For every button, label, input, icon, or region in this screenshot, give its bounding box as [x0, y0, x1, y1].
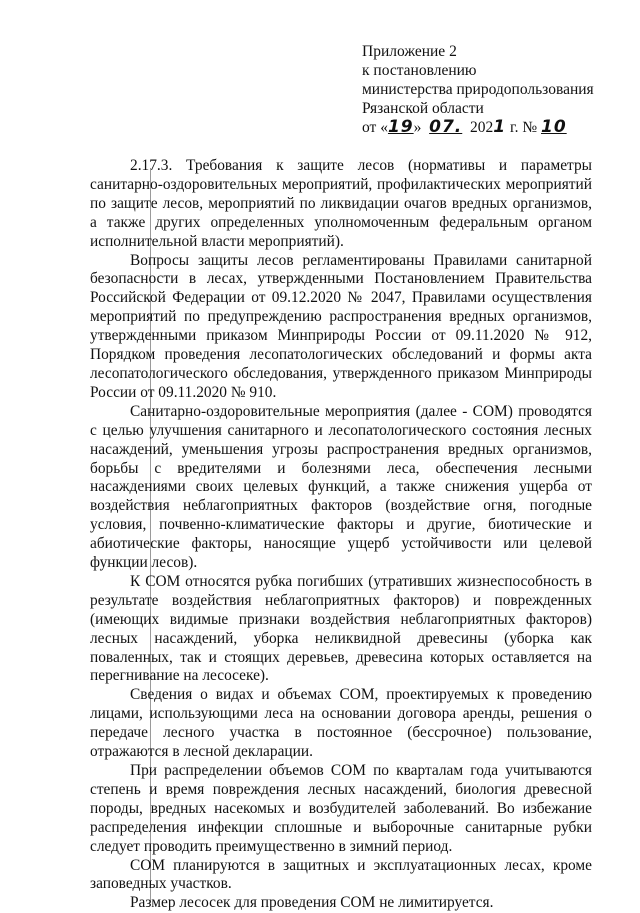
- document-body: [90, 157, 592, 913]
- paragraph-som-planning: СОМ планируются в защитных и эксплуатационных лесах, кроме заповедных участков.: [90, 856, 592, 893]
- appendix-header: [362, 42, 622, 137]
- paragraph-som-definition: Санитарно-оздоровительные мероприятия (далее - СОМ) проводятся с целью улучшения санитарного и лесопатологического состояния лесных насаждений, уменьшения угрозы распространения вредных организмов, борьбы с вредителями и болезнями леса, обеспечения лесными насаждениями своих целевых функций, а также снижения ущерба от воздействия неблагоприятных факторов (воздействие огня, погодные условия, почвенно-климатические факторы и другие, биотические и абиотические факторы, наносящие ущерб устойчивости или целевой функции лесов).: [90, 402, 592, 572]
- handwritten-year-digit: 1: [493, 117, 507, 137]
- appendix-line-ministry: министерства природопользования: [362, 81, 594, 98]
- handwritten-month: 07.: [429, 117, 463, 137]
- date-prefix: от «: [362, 119, 388, 136]
- paragraph-forest-protection-requirements: 2.17.3. Требования к защите лесов (нормативы и параметры санитарно-оздоровительных мероприятий, профилактических мероприятий по защите лесов, мероприятий по ликвидации очагов вредных организмов, а также других определенных уполномоченным федеральным органом исполнительной власти мероприятий).: [90, 157, 592, 250]
- appendix-title: Приложение 2: [362, 43, 457, 60]
- paragraph-som-distribution: При распределении объемов СОМ по кварталам года учитываются степень и время повреждения лесных насаждений, биология древесной породы, вредных насекомых и возбудителей заболеваний. Во избежание распределения инфекции сплошные и выборочные санитарные рубки следует проводить преимущественно в зимний период.: [90, 762, 592, 855]
- paragraph-som-information: Сведения о видах и объемах СОМ, проектируемых к проведению лицами, использующими леса на основании договора аренды, решения о передаче лесного участка в постоянное (бессрочное) пользование, отражаются в лесной декларации.: [90, 686, 592, 761]
- paragraph-som-includes: К СОМ относятся рубка погибших (утративших жизнеспособность в результате воздействия неблагоприятных факторов) и поврежденных (имеющих видимые признаки воздействия неблагоприятных факторов) лесных насаждений, уборка неликвидной древесины (уборка как поваленных, так и стоящих деревьев, древесина которых оставляется на перегнивание на лесосеке).: [90, 572, 592, 685]
- year-prefix: 202: [470, 119, 494, 136]
- paragraph-regulations: Вопросы защиты лесов регламентированы Правилами санитарной безопасности в лесах, утвержденными Постановлением Правительства Российской Федерации от 09.12.2020 № 2047, Правилами осуществления мероприятий по предупреждению распространения вредных организмов, утвержденными приказом Минприроды России от 09.11.2020 № 912, Порядком проведения лесопатологических обследований и формы акта лесопатологического обследования, утвержденного приказом Минприроды России от 09.11.2020 № 910.: [90, 251, 592, 401]
- year-suffix-number-label: г. №: [506, 119, 538, 136]
- handwritten-document-number: 10: [541, 117, 567, 137]
- appendix-line-resolution: к постановлению: [362, 62, 477, 79]
- appendix-date-line: [362, 118, 622, 137]
- date-quote-close: »: [413, 119, 422, 136]
- handwritten-day: 19: [387, 117, 414, 137]
- appendix-line-region: Рязанской области: [362, 100, 484, 117]
- paragraph-cutting-size: Размер лесосек для проведения СОМ не лимитируется.: [130, 894, 494, 912]
